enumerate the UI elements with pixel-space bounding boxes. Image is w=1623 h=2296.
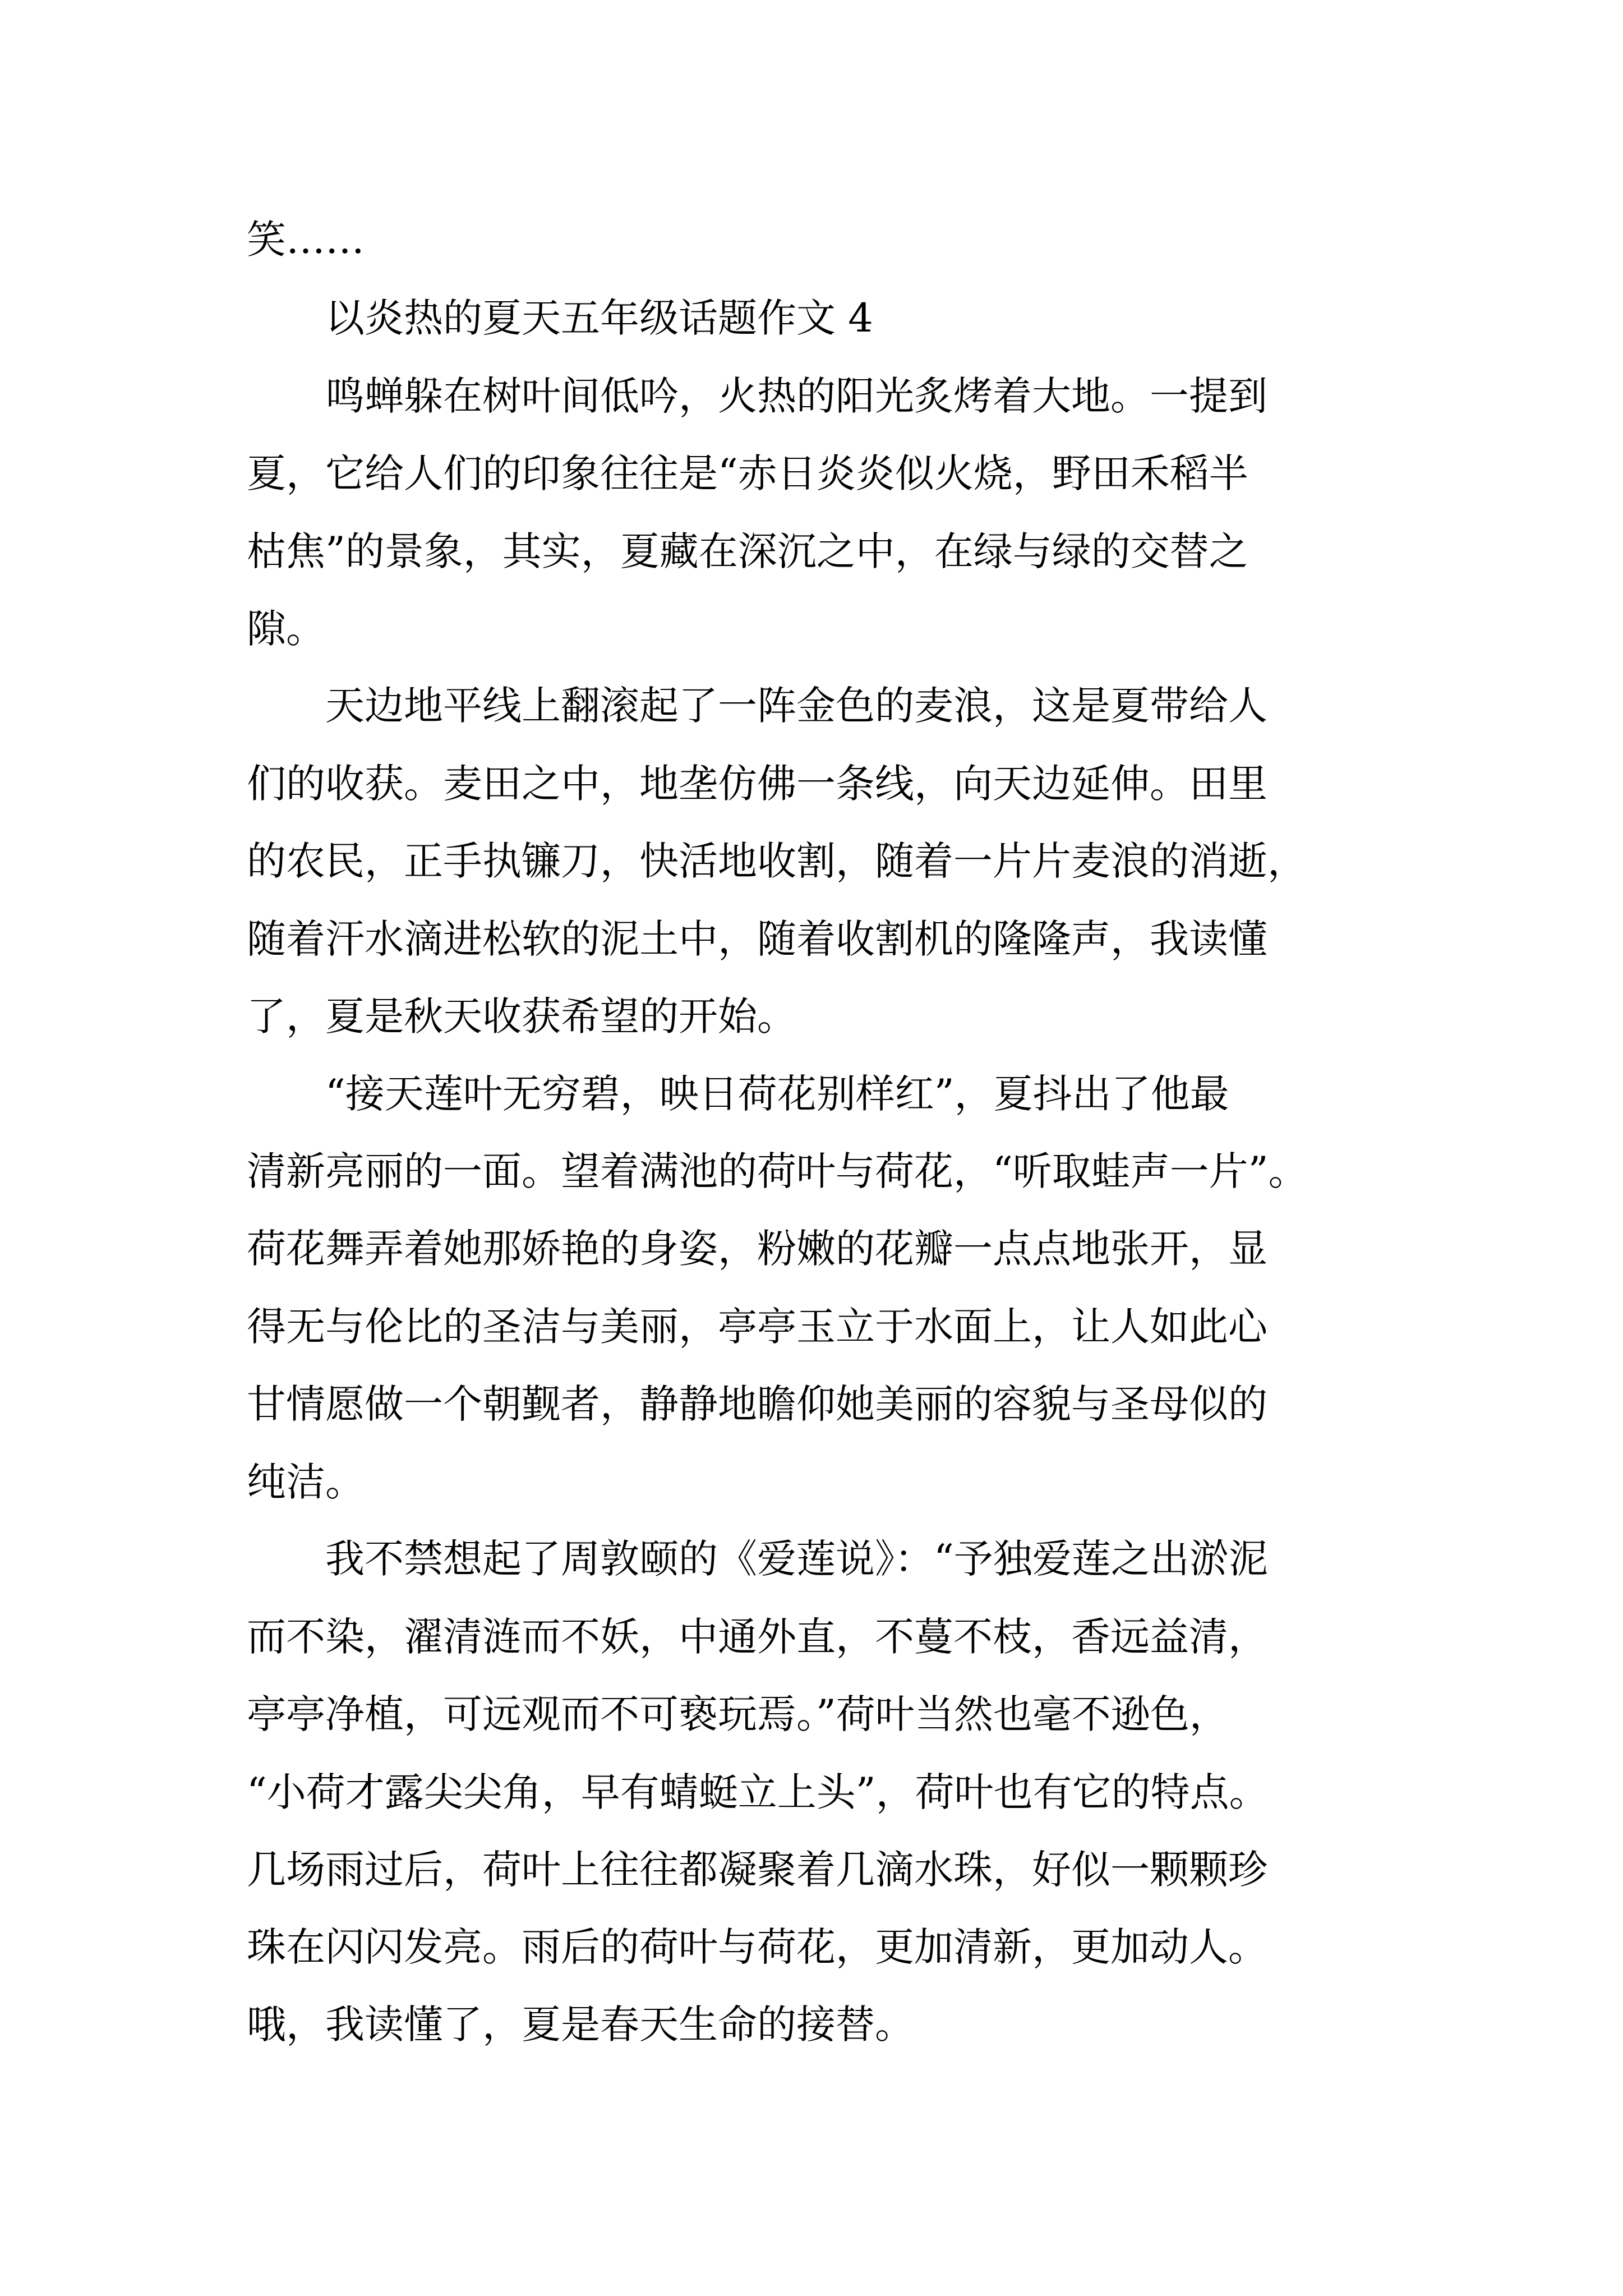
text-line: 我不禁想起了周敦颐的《爱莲说》：“予独爱莲之出淤泥	[247, 1536, 1268, 1582]
text-line: 天边地平线上翻滚起了一阵金色的麦浪，这是夏带给人	[247, 683, 1267, 729]
text-line: 荷花舞弄着她那娇艳的身姿，粉嫩的花瓣一点点地张开，显	[247, 1226, 1267, 1272]
text-line: “接天莲叶无穷碧，映日荷花别样红”，夏抖出了他最	[247, 1071, 1229, 1117]
text-line: 哦，我读懂了，夏是春天生命的接替。	[247, 2001, 914, 2047]
text-line: 珠在闪闪发亮。雨后的荷叶与荷花，更加清新，更加动人。	[247, 1924, 1267, 1970]
text-line: 随着汗水滴进松软的泥土中，随着收割机的隆隆声，我读懂	[247, 916, 1267, 962]
text-line: “小荷才露尖尖角，早有蜻蜓立上头”，荷叶也有它的特点。	[247, 1769, 1269, 1815]
text-line: 了，夏是秋天收获希望的开始。	[247, 993, 796, 1039]
text-line: 的农民，正手执镰刀，快活地收割，随着一片片麦浪的消逝，	[247, 838, 1307, 884]
text-line: 笑……	[247, 217, 365, 263]
text-line: 以炎热的夏天五年级话题作文 4	[247, 295, 873, 341]
text-line: 清新亮丽的一面。望着满池的荷叶与荷花，“听取蛙声一片”。	[247, 1148, 1308, 1194]
text-line: 鸣蝉躲在树叶间低吟，火热的阳光炙烤着大地。一提到	[247, 373, 1267, 419]
text-line: 们的收获。麦田之中，地垄仿佛一条线，向天边延伸。田里	[247, 761, 1267, 807]
text-line: 得无与伦比的圣洁与美丽，亭亭玉立于水面上，让人如此心	[247, 1304, 1267, 1350]
text-line: 甘情愿做一个朝觐者，静静地瞻仰她美丽的容貌与圣母似的	[247, 1381, 1267, 1427]
text-line: 隙。	[247, 606, 325, 652]
text-line: 纯洁。	[247, 1459, 365, 1505]
text-line: 而不染，濯清涟而不妖，中通外直，不蔓不枝，香远益清，	[247, 1614, 1267, 1660]
text-line: 亭亭净植，可远观而不可亵玩焉。”荷叶当然也毫不逊色，	[247, 1691, 1229, 1737]
text-line: 枯焦”的景象，其实，夏藏在深沉之中，在绿与绿的交替之	[247, 528, 1248, 574]
text-line: 夏，它给人们的印象往往是“赤日炎炎似火烧，野田禾稻半	[247, 450, 1248, 496]
text-line: 几场雨过后，荷叶上往往都凝聚着几滴水珠，好似一颗颗珍	[247, 1847, 1267, 1893]
